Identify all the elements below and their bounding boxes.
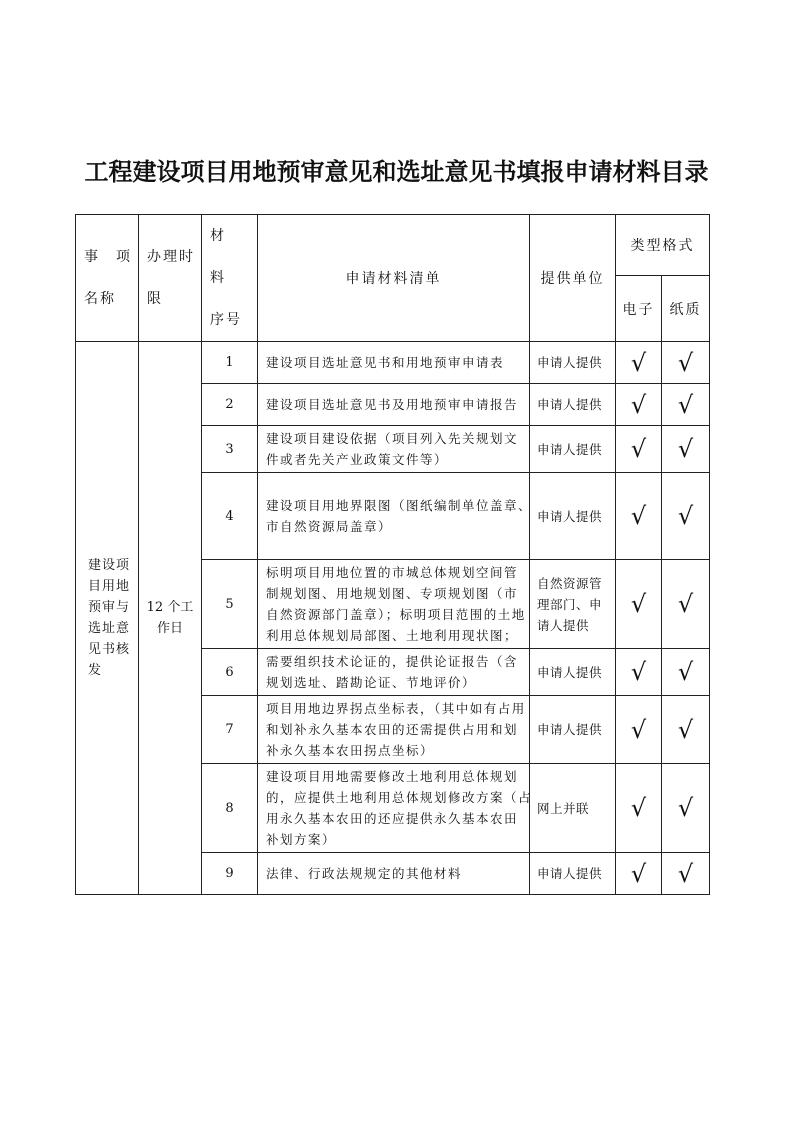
provider-line: 网上并联 (537, 800, 590, 816)
material-seq: 4 (202, 473, 258, 560)
table-row (76, 342, 710, 384)
material-description (258, 560, 530, 649)
header-time-line2: 限 (147, 291, 163, 307)
material-description-line: 建设项目选址意见书及用地预审申请报告 (266, 397, 519, 412)
material-description-line: 用永久基本农田的还应提供永久基本农田 (266, 811, 519, 826)
header-time (139, 215, 202, 342)
check-mark-icon-paper: √ (662, 560, 710, 649)
material-description-line: 补划方案） (266, 832, 337, 847)
header-seq (202, 215, 258, 342)
material-seq: 2 (202, 384, 258, 426)
material-description-line: 利用总体规划局部图、土地利用现状图； (266, 628, 519, 643)
provider (530, 696, 616, 764)
provider-line: 自然资源管 (537, 575, 603, 591)
matter-name-line: 发 (88, 663, 103, 678)
provider-line: 申请人提供 (537, 664, 603, 680)
check-mark-icon-paper: √ (662, 853, 710, 895)
matter-name-line: 目用地 (88, 579, 131, 594)
header-format: 类型格式 (616, 215, 710, 276)
material-description (258, 853, 530, 895)
material-seq: 7 (202, 696, 258, 764)
header-item-line1: 事 项 (84, 249, 132, 265)
processing-time (139, 342, 202, 895)
provider (530, 560, 616, 649)
material-description-line: 标明项目用地位置的市城总体规划空间管 (266, 565, 519, 580)
material-description-line: 市自然资源局盖章） (266, 519, 393, 534)
provider (530, 473, 616, 560)
provider-line: 申请人提供 (537, 866, 603, 881)
material-description-line: 制规划图、用地规划图、专项规划图（市 (266, 586, 519, 601)
check-mark-icon-electronic: √ (616, 426, 662, 473)
check-mark-icon-paper: √ (662, 649, 710, 696)
material-description (258, 426, 530, 473)
material-description-line: 的，应提供土地利用总体规划修改方案（占 (266, 790, 533, 805)
provider-line: 请人提供 (537, 617, 590, 633)
material-seq: 5 (202, 560, 258, 649)
provider (530, 342, 616, 384)
material-description-line: 件或者先关产业政策文件等） (266, 452, 449, 467)
provider (530, 649, 616, 696)
header-row (76, 215, 710, 276)
material-seq: 9 (202, 853, 258, 895)
check-mark-icon-paper: √ (662, 384, 710, 426)
material-description-line: 项目用地边界拐点坐标表，（其中如有占用 (266, 701, 526, 716)
provider-line: 申请人提供 (537, 722, 603, 737)
matter-name-line: 建设项 (88, 558, 131, 573)
matter-name-line: 预审与 (88, 600, 131, 615)
matter-name-line: 选址意 (88, 621, 131, 636)
check-mark-icon-paper: √ (662, 696, 710, 764)
header-seq-line1: 材 料 (210, 228, 242, 286)
check-mark-icon-electronic: √ (616, 696, 662, 764)
material-description (258, 384, 530, 426)
check-mark-icon-electronic: √ (616, 473, 662, 560)
material-description (258, 473, 533, 560)
material-seq: 1 (202, 342, 258, 384)
header-seq-line2: 序号 (210, 312, 242, 328)
materials-table (75, 214, 710, 895)
material-description-line: 法律、行政法规规定的其他材料 (266, 866, 463, 881)
material-description-line: 和划补永久基本农田的还需提供占用和划 (266, 722, 519, 737)
material-description-line: 规划选址、踏勘论证、节地评价） (266, 675, 477, 690)
check-mark-icon-electronic: √ (616, 342, 662, 384)
header-item-line2: 名称 (84, 291, 116, 307)
matter-name-line: 见书核 (88, 642, 131, 657)
material-seq: 3 (202, 426, 258, 473)
material-description-line: 需要组织技术论证的，提供论证报告（含 (266, 654, 519, 669)
material-description-line: 建设项目选址意见书和用地预审申请表 (266, 355, 505, 370)
provider (530, 426, 616, 473)
check-mark-icon-paper: √ (662, 426, 710, 473)
check-mark-icon-electronic: √ (616, 384, 662, 426)
material-seq: 6 (202, 649, 258, 696)
check-mark-icon-paper: √ (662, 473, 710, 560)
provider-line: 申请人提供 (537, 355, 603, 370)
check-mark-icon-electronic: √ (616, 649, 662, 696)
check-mark-icon-paper: √ (662, 764, 710, 853)
header-paper: 纸质 (662, 276, 710, 342)
check-mark-icon-electronic: √ (616, 764, 662, 853)
check-mark-icon-electronic: √ (616, 853, 662, 895)
header-item (76, 215, 139, 342)
provider-line: 申请人提供 (537, 397, 603, 412)
processing-time-line: 作日 (156, 621, 183, 636)
material-seq: 8 (202, 764, 258, 853)
provider-line: 理部门、申 (537, 596, 603, 612)
header-electronic: 电子 (616, 276, 662, 342)
material-description (258, 342, 530, 384)
material-description-line: 补永久基本农田拐点坐标） (266, 743, 435, 758)
provider (530, 384, 616, 426)
material-description-line: 自然资源部门盖章）；标明项目范围的土地 (266, 607, 526, 622)
header-provider: 提供单位 (530, 215, 616, 342)
check-mark-icon-electronic: √ (616, 560, 662, 649)
header-time-line1: 办理时 (147, 249, 195, 265)
header-materials: 申请材料清单 (258, 215, 530, 342)
material-description-line: 建设项目用地需要修改土地利用总体规划 (266, 769, 519, 784)
material-description (258, 649, 530, 696)
provider (530, 853, 616, 895)
provider-line: 申请人提供 (537, 508, 603, 524)
provider-line: 申请人提供 (537, 441, 603, 457)
check-mark-icon-paper: √ (662, 342, 710, 384)
material-description-line: 建设项目用地界限图（图纸编制单位盖章、 (266, 498, 533, 513)
material-description-line: 建设项目建设依据（项目列入先关规划文 (266, 431, 519, 446)
material-description (258, 764, 533, 853)
page-title: 工程建设项目用地预审意见和选址意见书填报申请材料目录 (84, 158, 709, 186)
matter-name (76, 342, 139, 895)
provider (530, 764, 616, 853)
material-description (258, 696, 530, 764)
processing-time-line: 12 个工 (146, 600, 194, 615)
